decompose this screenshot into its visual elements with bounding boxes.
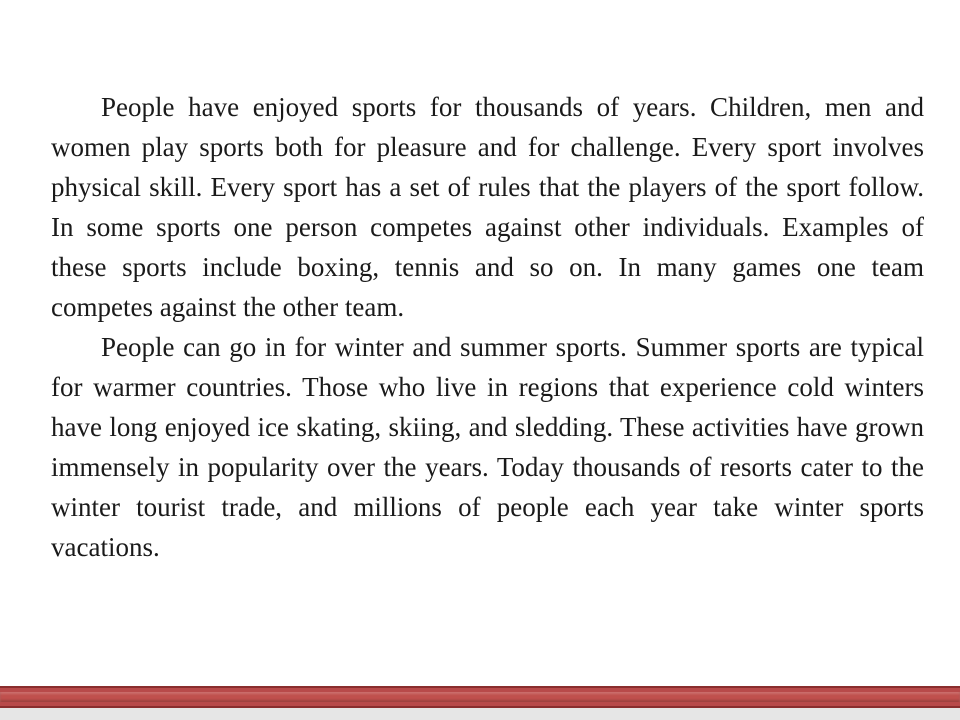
bottom-strip bbox=[0, 708, 960, 720]
paragraph-2: People can go in for winter and summer sports. Summer sports are typical for warmer countries. Those who live in regions that experience cold winters have long enjoyed ice skating, skiing, and sledding. These activities have grown immensely in popularity over the years. Today thousands of resorts cater to the winter tourist trade, and millions of people each year take winter sports vacations. bbox=[51, 332, 924, 562]
paragraph-1: People have enjoyed sports for thousands of years. Children, men and women play sports both for pleasure and for challenge. Every sport involves physical skill. Every sport has a set of rules that the players of the sport follow. In some sports one person competes against other individuals. Examples of these sports include boxing, tennis and so on. In many games one team competes against the other team. bbox=[51, 92, 924, 322]
footer-bar-highlight bbox=[0, 692, 960, 702]
text-body bbox=[51, 87, 924, 567]
footer-bar bbox=[0, 686, 960, 708]
